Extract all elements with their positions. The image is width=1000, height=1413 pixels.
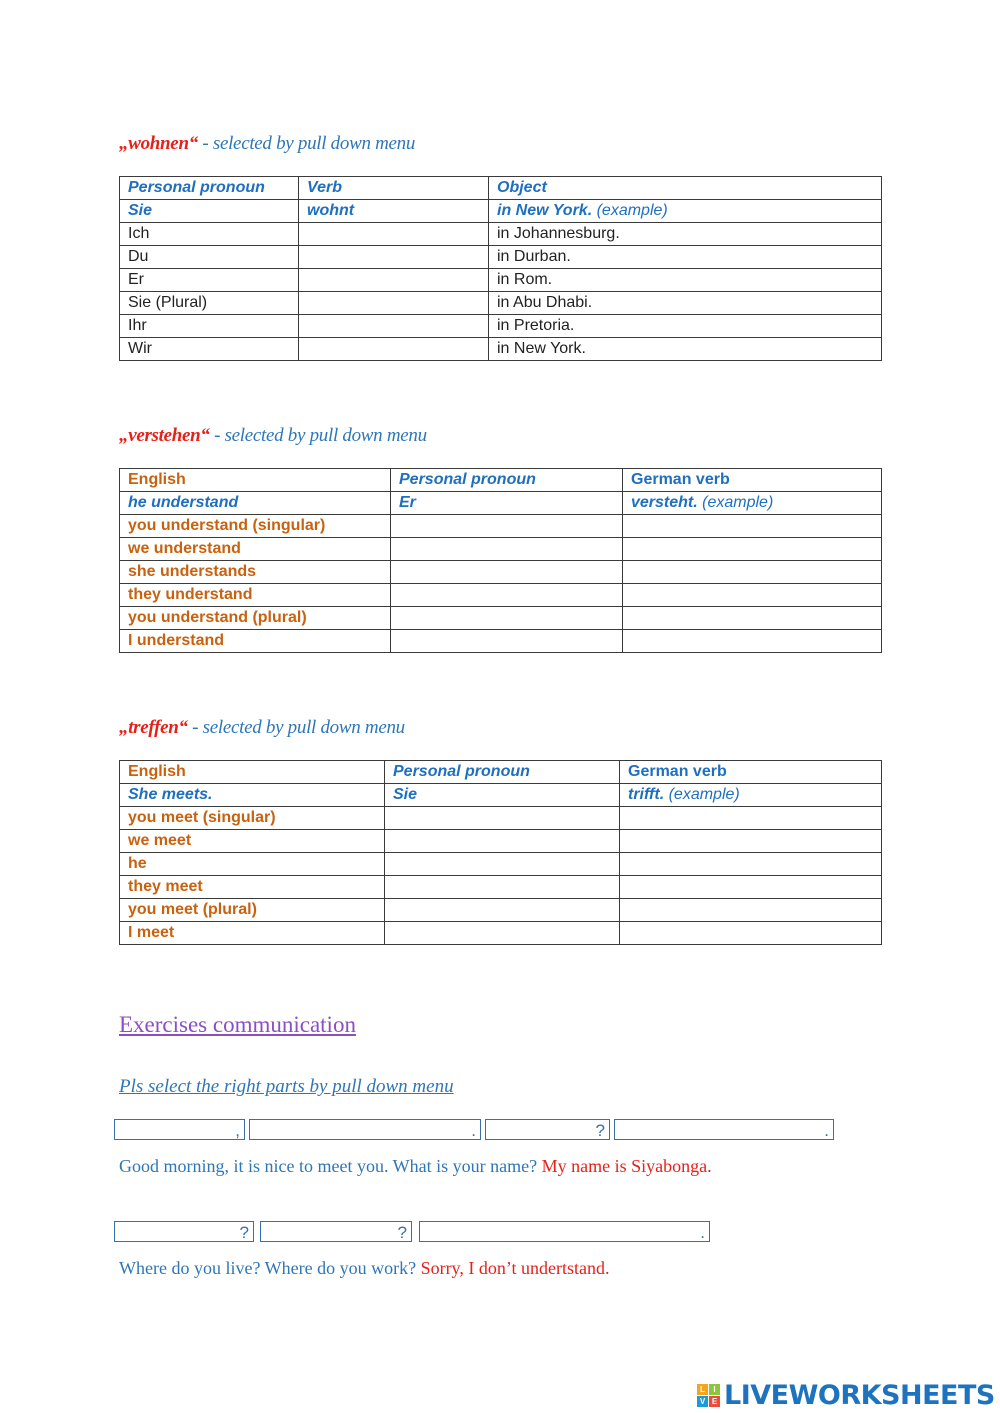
english-cell: they understand xyxy=(120,584,391,607)
punctuation: . xyxy=(824,1121,829,1140)
verb-dropdown[interactable] xyxy=(620,807,882,830)
dialogue-answer: Sorry, I don’t undertstand. xyxy=(420,1258,610,1278)
example-verb: wohnt xyxy=(299,200,489,223)
answer-dropdown[interactable] xyxy=(485,1119,610,1140)
example-row xyxy=(120,492,882,515)
table-row xyxy=(120,853,882,876)
table-row xyxy=(120,876,882,899)
example-pronoun: Er xyxy=(391,492,623,515)
answer-dropdown[interactable] xyxy=(260,1221,412,1242)
table-row xyxy=(120,515,882,538)
object-cell: in Pretoria. xyxy=(489,315,882,338)
column-header: German verb xyxy=(620,761,882,784)
liveworksheets-logo xyxy=(697,1378,995,1412)
verb-title: „wohnen“ xyxy=(119,133,198,154)
verb-title: „verstehen“ xyxy=(119,425,210,446)
example-note: (example) xyxy=(592,202,668,219)
example-pronoun: Sie xyxy=(385,784,620,807)
verb-dropdown[interactable] xyxy=(620,876,882,899)
logo-letter: L xyxy=(697,1384,708,1395)
english-cell: he xyxy=(120,853,385,876)
punctuation: ? xyxy=(595,1121,605,1140)
table-row xyxy=(120,315,882,338)
verb-dropdown[interactable] xyxy=(299,292,489,315)
object-cell: in Rom. xyxy=(489,269,882,292)
column-header: Personal pronoun xyxy=(120,177,299,200)
english-cell: we understand xyxy=(120,538,391,561)
verb-dropdown[interactable] xyxy=(299,315,489,338)
english-cell: I meet xyxy=(120,922,385,945)
table-row xyxy=(120,830,882,853)
english-cell: you understand (singular) xyxy=(120,515,391,538)
example-pronoun: Sie xyxy=(120,200,299,223)
verb-dropdown[interactable] xyxy=(623,515,882,538)
logo-mark-icon xyxy=(697,1384,720,1407)
table-row xyxy=(120,338,882,361)
verb-dropdown[interactable] xyxy=(620,830,882,853)
example-row xyxy=(120,784,882,807)
heading-instruction: - selected by pull down menu xyxy=(209,425,427,446)
punctuation: , xyxy=(235,1121,240,1140)
pronoun-dropdown[interactable] xyxy=(391,584,623,607)
pronoun-cell: Ich xyxy=(120,223,299,246)
table-row xyxy=(120,246,882,269)
section-verstehen-heading xyxy=(119,425,427,447)
pronoun-dropdown[interactable] xyxy=(391,630,623,653)
verb-dropdown[interactable] xyxy=(623,630,882,653)
dialogue-question: Good morning, it is nice to meet you. What is your name? xyxy=(119,1156,542,1176)
english-cell: I understand xyxy=(120,630,391,653)
answer-dropdown[interactable] xyxy=(114,1221,254,1242)
table-header-row xyxy=(120,469,882,492)
dialogue-line-1 xyxy=(119,1156,712,1177)
verb-dropdown[interactable] xyxy=(623,584,882,607)
verb-dropdown[interactable] xyxy=(299,269,489,292)
heading-instruction: - selected by pull down menu xyxy=(197,133,416,154)
example-english: She meets. xyxy=(120,784,385,807)
table-row xyxy=(120,922,882,945)
column-header: Personal pronoun xyxy=(385,761,620,784)
pronoun-dropdown[interactable] xyxy=(385,830,620,853)
verb-dropdown[interactable] xyxy=(623,607,882,630)
example-object xyxy=(489,200,882,223)
table-row xyxy=(120,269,882,292)
english-cell: she understands xyxy=(120,561,391,584)
pronoun-cell: Sie (Plural) xyxy=(120,292,299,315)
wohnen-table xyxy=(119,176,882,361)
english-cell: you understand (plural) xyxy=(120,607,391,630)
treffen-table xyxy=(119,760,882,945)
pronoun-dropdown[interactable] xyxy=(385,899,620,922)
object-cell: in Abu Dhabi. xyxy=(489,292,882,315)
example-note: (example) xyxy=(697,494,774,511)
table-row xyxy=(120,807,882,830)
instruction-subtitle: Pls select the right parts by pull down menu xyxy=(119,1076,454,1097)
example-verb xyxy=(623,492,882,515)
punctuation: . xyxy=(471,1121,476,1140)
verb-dropdown[interactable] xyxy=(620,853,882,876)
table-row xyxy=(120,584,882,607)
answer-dropdown[interactable] xyxy=(614,1119,834,1140)
dialogue-answer: My name is Siyabonga. xyxy=(541,1156,712,1176)
pronoun-dropdown[interactable] xyxy=(385,807,620,830)
pronoun-dropdown[interactable] xyxy=(391,515,623,538)
example-verb-text: versteht. xyxy=(631,494,698,511)
object-cell: in New York. xyxy=(489,338,882,361)
column-header: German verb xyxy=(623,469,882,492)
verb-dropdown[interactable] xyxy=(620,899,882,922)
punctuation: . xyxy=(700,1223,705,1242)
example-english: he understand xyxy=(120,492,391,515)
verb-dropdown[interactable] xyxy=(623,538,882,561)
column-header: Object xyxy=(489,177,882,200)
english-cell: you meet (singular) xyxy=(120,807,385,830)
object-cell: in Johannesburg. xyxy=(489,223,882,246)
pronoun-cell: Wir xyxy=(120,338,299,361)
column-header: Personal pronoun xyxy=(391,469,623,492)
table-header-row xyxy=(120,761,882,784)
pronoun-dropdown[interactable] xyxy=(391,538,623,561)
logo-letter: I xyxy=(709,1384,720,1395)
example-object-text: in New York. xyxy=(497,202,593,219)
pronoun-cell: Ihr xyxy=(120,315,299,338)
table-row xyxy=(120,292,882,315)
pronoun-dropdown[interactable] xyxy=(391,607,623,630)
section-title: Exercises communication xyxy=(119,1012,356,1037)
table-row xyxy=(120,607,882,630)
verb-dropdown[interactable] xyxy=(623,561,882,584)
table-row xyxy=(120,561,882,584)
pronoun-dropdown[interactable] xyxy=(385,922,620,945)
heading-instruction: - selected by pull down menu xyxy=(187,717,405,738)
punctuation: ? xyxy=(239,1223,249,1242)
section-treffen-heading xyxy=(119,717,405,739)
table-header-row xyxy=(120,177,882,200)
logo-wordmark: LIVEWORKSHEETS xyxy=(724,1379,995,1411)
column-header: English xyxy=(120,469,391,492)
logo-letter: V xyxy=(697,1396,708,1407)
pronoun-dropdown[interactable] xyxy=(385,876,620,899)
verb-dropdown[interactable] xyxy=(299,246,489,269)
example-verb xyxy=(620,784,882,807)
english-cell: you meet (plural) xyxy=(120,899,385,922)
example-row xyxy=(120,200,882,223)
pronoun-dropdown[interactable] xyxy=(385,853,620,876)
answer-dropdown[interactable] xyxy=(249,1119,481,1140)
example-note: (example) xyxy=(664,786,740,803)
punctuation: ? xyxy=(397,1223,407,1242)
dialogue-question: Where do you live? Where do you work? xyxy=(119,1258,421,1278)
object-cell: in Durban. xyxy=(489,246,882,269)
table-row xyxy=(120,630,882,653)
column-header: Verb xyxy=(299,177,489,200)
verb-dropdown[interactable] xyxy=(620,922,882,945)
table-row xyxy=(120,223,882,246)
column-header: English xyxy=(120,761,385,784)
pronoun-dropdown[interactable] xyxy=(391,561,623,584)
verstehen-table xyxy=(119,468,882,653)
english-cell: they meet xyxy=(120,876,385,899)
verb-title: „treffen“ xyxy=(119,717,188,738)
section-wohnen-heading xyxy=(119,133,415,155)
answer-dropdown[interactable] xyxy=(419,1221,710,1242)
table-row xyxy=(120,538,882,561)
dialogue-line-2 xyxy=(119,1258,610,1279)
pronoun-cell: Er xyxy=(120,269,299,292)
logo-letter: E xyxy=(709,1396,720,1407)
example-verb-text: trifft. xyxy=(628,786,665,803)
verb-dropdown[interactable] xyxy=(299,223,489,246)
table-row xyxy=(120,899,882,922)
answer-dropdown[interactable] xyxy=(114,1119,245,1140)
verb-dropdown[interactable] xyxy=(299,338,489,361)
english-cell: we meet xyxy=(120,830,385,853)
pronoun-cell: Du xyxy=(120,246,299,269)
